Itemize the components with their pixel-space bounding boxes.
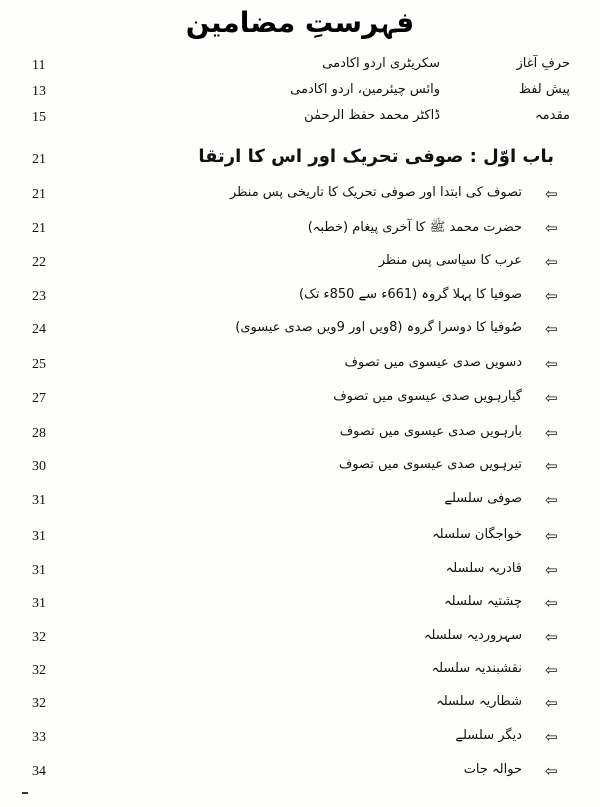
- toc-entry-title: خواجگان سلسلہ: [432, 527, 522, 542]
- arrow-left-icon: ⇦: [545, 320, 558, 338]
- toc-entry[interactable]: [0, 628, 600, 652]
- front-matter-row[interactable]: [0, 56, 600, 80]
- arrow-left-icon: ⇦: [545, 561, 558, 579]
- toc-entry[interactable]: [0, 561, 600, 585]
- page-number: 33: [32, 730, 46, 745]
- arrow-left-icon: ⇦: [545, 694, 558, 712]
- arrow-left-icon: ⇦: [545, 491, 558, 509]
- page-number: 31: [32, 563, 46, 578]
- front-matter-label: مقدمہ: [535, 108, 570, 123]
- arrow-left-icon: ⇦: [545, 219, 558, 237]
- front-matter-author: ڈاکٹر محمد حفظ الرحمٰن: [304, 108, 440, 123]
- toc-entry-title: صُوفیا کا دوسرا گروہ (8ویں اور 9ویں صدی عیسوی): [235, 320, 522, 335]
- arrow-left-icon: ⇦: [545, 457, 558, 475]
- toc-entry[interactable]: [0, 253, 600, 277]
- toc-entry[interactable]: [0, 728, 600, 752]
- arrow-left-icon: ⇦: [545, 253, 558, 271]
- page-title: فہرستِ مضامین: [185, 6, 415, 39]
- toc-entry[interactable]: [0, 185, 600, 209]
- page-number: 21: [32, 152, 46, 167]
- arrow-left-icon: ⇦: [545, 424, 558, 442]
- page-number: 31: [32, 596, 46, 611]
- page-number: 31: [32, 529, 46, 544]
- arrow-left-icon: ⇦: [545, 762, 558, 780]
- page-number: 24: [32, 322, 46, 337]
- arrow-left-icon: ⇦: [545, 661, 558, 679]
- page-number: 25: [32, 357, 46, 372]
- page-number: 34: [32, 764, 46, 779]
- toc-entry-title: دیگر سلسلے: [455, 728, 522, 743]
- toc-entry[interactable]: [0, 527, 600, 551]
- toc-entry-title: حضرت محمد ﷺ کا آخری پیغام (خطبہ): [307, 220, 522, 235]
- arrow-left-icon: ⇦: [545, 527, 558, 545]
- toc-entry-title: قادریہ سلسلہ: [445, 561, 522, 576]
- arrow-left-icon: ⇦: [545, 355, 558, 373]
- arrow-left-icon: ⇦: [545, 389, 558, 407]
- toc-entry-title: صوفی سلسلے: [444, 491, 522, 506]
- toc-entry-title: گیارہویں صدی عیسوی میں تصوف: [333, 389, 522, 404]
- page-number: 15: [32, 110, 46, 125]
- toc-entry-title: چشتیہ سلسلہ: [444, 594, 522, 609]
- arrow-left-icon: ⇦: [545, 287, 558, 305]
- arrow-left-icon: ⇦: [545, 628, 558, 646]
- page-number: 28: [32, 426, 46, 441]
- page-mark: [22, 792, 28, 794]
- toc-entry[interactable]: [0, 355, 600, 379]
- toc-entry[interactable]: [0, 219, 600, 243]
- toc-entry[interactable]: [0, 694, 600, 718]
- page-number: 21: [32, 221, 46, 236]
- toc-entry-title: صوفیا کا پہلا گروہ (661ء سے 850ء تک): [299, 287, 522, 302]
- toc-entry-title: تصوف کی ابتدا اور صوفی تحریک کا تاریخی پس منظر: [229, 185, 522, 200]
- toc-entry-title: دسویں صدی عیسوی میں تصوف: [344, 355, 522, 370]
- toc-entry[interactable]: [0, 287, 600, 311]
- toc-entry-title: عرب کا سیاسی پس منظر: [378, 253, 522, 268]
- page-number: 21: [32, 187, 46, 202]
- toc-entry[interactable]: [0, 457, 600, 481]
- page-number: 13: [32, 84, 46, 99]
- arrow-left-icon: ⇦: [545, 185, 558, 203]
- toc-entry-title: سہروردیہ سلسلہ: [423, 628, 522, 643]
- toc-entry[interactable]: [0, 320, 600, 344]
- page-number: 23: [32, 289, 46, 304]
- toc-entry-title: تیرہویں صدی عیسوی میں تصوف: [338, 457, 522, 472]
- arrow-left-icon: ⇦: [545, 594, 558, 612]
- front-matter-row[interactable]: [0, 108, 600, 132]
- page-number: 11: [32, 58, 46, 73]
- page-number: 32: [32, 696, 46, 711]
- front-matter-label: حرفِ آغاز: [516, 56, 570, 71]
- page-number: 32: [32, 630, 46, 645]
- front-matter-author: وائس چیئرمین، اردو اکادمی: [290, 82, 440, 97]
- chapter-heading: باب اوّل : صوفی تحریک اور اس کا ارتقا: [198, 146, 554, 167]
- toc-entry[interactable]: [0, 491, 600, 515]
- front-matter-row[interactable]: [0, 82, 600, 106]
- toc-entry-title: حوالہ جات: [463, 762, 522, 777]
- toc-entry-title: بارہویں صدی عیسوی میں تصوف: [339, 424, 522, 439]
- page-number: 27: [32, 391, 46, 406]
- toc-entry[interactable]: [0, 762, 600, 786]
- toc-entry[interactable]: [0, 594, 600, 618]
- arrow-left-icon: ⇦: [545, 728, 558, 746]
- toc-entry-title: نقشبندیہ سلسلہ: [431, 661, 522, 676]
- toc-entry[interactable]: [0, 389, 600, 413]
- front-matter-author: سکریٹری اردو اکادمی: [322, 56, 440, 71]
- toc-entry[interactable]: [0, 661, 600, 685]
- page-number: 22: [32, 255, 46, 270]
- chapter-heading-row[interactable]: [0, 146, 600, 174]
- toc-entry[interactable]: [0, 424, 600, 448]
- front-matter-label: پیش لفظ: [518, 82, 570, 97]
- page-number: 32: [32, 663, 46, 678]
- page-number: 31: [32, 493, 46, 508]
- toc-entry-title: شطاریہ سلسلہ: [436, 694, 522, 709]
- page-number: 30: [32, 459, 46, 474]
